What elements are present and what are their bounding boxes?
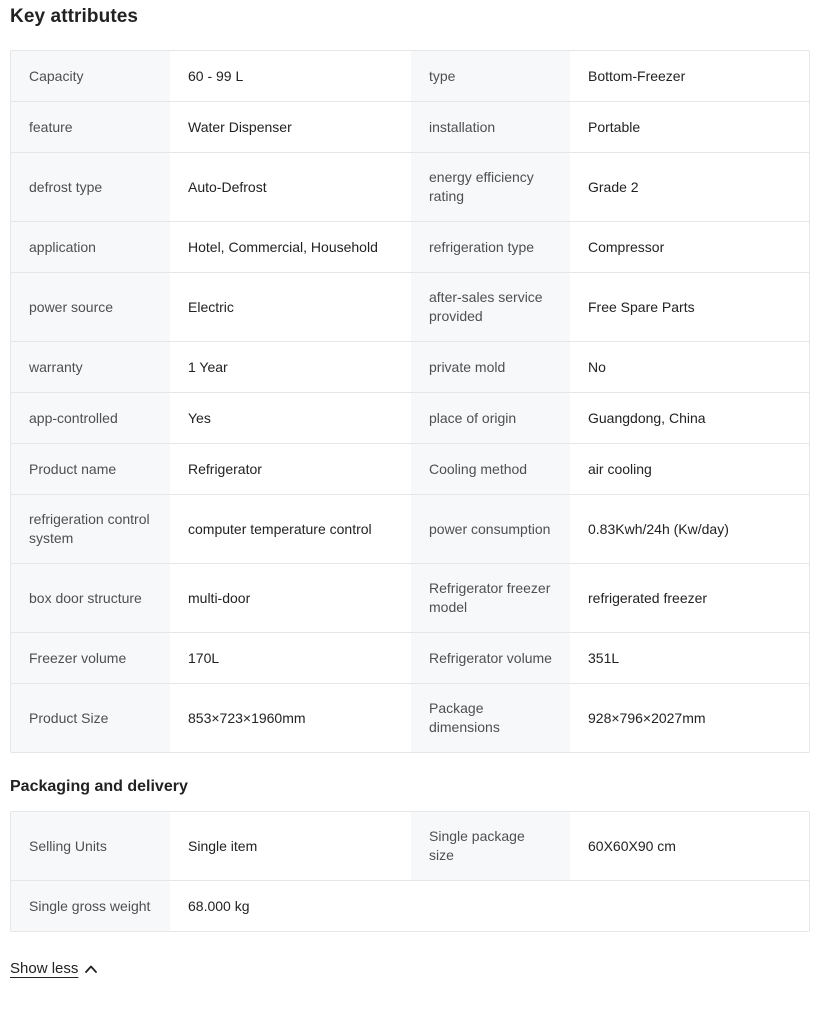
attribute-label: installation bbox=[411, 102, 570, 152]
attribute-label: Package dimensions bbox=[411, 684, 570, 752]
attribute-value: Water Dispenser bbox=[170, 102, 411, 152]
key-attributes-title: Key attributes bbox=[10, 6, 139, 27]
attribute-label: power source bbox=[11, 273, 170, 341]
attribute-value: 68.000 kg bbox=[170, 881, 411, 931]
attribute-value: Yes bbox=[170, 393, 411, 443]
attribute-value: 60 - 99 L bbox=[170, 51, 411, 101]
attribute-value: Grade 2 bbox=[570, 153, 809, 221]
attribute-value: 60X60X90 cm bbox=[570, 812, 809, 880]
attribute-label: Freezer volume bbox=[11, 633, 170, 683]
attribute-label: type bbox=[411, 51, 570, 101]
show-less-label: Show less bbox=[10, 960, 79, 977]
attribute-value: 170L bbox=[170, 633, 411, 683]
attribute-value: refrigerated freezer bbox=[570, 564, 809, 632]
show-less-button[interactable] bbox=[10, 960, 97, 979]
attribute-value: No bbox=[570, 342, 809, 392]
attribute-value: multi-door bbox=[170, 564, 411, 632]
table-row bbox=[11, 341, 809, 392]
attribute-label: refrigeration control system bbox=[11, 495, 170, 563]
attribute-label: Product Size bbox=[11, 684, 170, 752]
table-row bbox=[11, 152, 809, 221]
table-row bbox=[11, 51, 809, 101]
attribute-label bbox=[411, 881, 570, 931]
table-row bbox=[11, 880, 809, 931]
table-row bbox=[11, 683, 809, 752]
attribute-label: Selling Units bbox=[11, 812, 170, 880]
attribute-value: 351L bbox=[570, 633, 809, 683]
attribute-label: energy efficiency rating bbox=[411, 153, 570, 221]
attribute-label: feature bbox=[11, 102, 170, 152]
attribute-label: Cooling method bbox=[411, 444, 570, 494]
attribute-label: application bbox=[11, 222, 170, 272]
attribute-label: private mold bbox=[411, 342, 570, 392]
table-row bbox=[11, 272, 809, 341]
attribute-value: Electric bbox=[170, 273, 411, 341]
attribute-value: 928×796×2027mm bbox=[570, 684, 809, 752]
attribute-label: Refrigerator freezer model bbox=[411, 564, 570, 632]
attribute-value: Refrigerator bbox=[170, 444, 411, 494]
attribute-value: Auto-Defrost bbox=[170, 153, 411, 221]
attribute-value: air cooling bbox=[570, 444, 809, 494]
attribute-value: Free Spare Parts bbox=[570, 273, 809, 341]
attribute-value: Single item bbox=[170, 812, 411, 880]
table-row bbox=[11, 494, 809, 563]
attribute-value: Bottom-Freezer bbox=[570, 51, 809, 101]
attribute-label: box door structure bbox=[11, 564, 170, 632]
attribute-value: Portable bbox=[570, 102, 809, 152]
attribute-label: after-sales service provided bbox=[411, 273, 570, 341]
attribute-label: warranty bbox=[11, 342, 170, 392]
attribute-label: defrost type bbox=[11, 153, 170, 221]
attribute-value: Guangdong, China bbox=[570, 393, 809, 443]
table-row bbox=[11, 443, 809, 494]
attribute-value: Hotel, Commercial, Household bbox=[170, 222, 411, 272]
attribute-label: Single gross weight bbox=[11, 881, 170, 931]
attribute-label: Refrigerator volume bbox=[411, 633, 570, 683]
attribute-label: refrigeration type bbox=[411, 222, 570, 272]
table-row bbox=[11, 101, 809, 152]
attribute-value: 853×723×1960mm bbox=[170, 684, 411, 752]
attribute-label: Product name bbox=[11, 444, 170, 494]
packaging-table bbox=[10, 811, 810, 932]
chevron-up-icon bbox=[85, 960, 97, 977]
attribute-value: 0.83Kwh/24h (Kw/day) bbox=[570, 495, 809, 563]
attribute-label: app-controlled bbox=[11, 393, 170, 443]
key-attributes-table bbox=[10, 50, 810, 753]
attribute-label: power consumption bbox=[411, 495, 570, 563]
attribute-label: place of origin bbox=[411, 393, 570, 443]
attribute-label: Single package size bbox=[411, 812, 570, 880]
table-row bbox=[11, 632, 809, 683]
attribute-value: 1 Year bbox=[170, 342, 411, 392]
attribute-value: computer temperature control bbox=[170, 495, 411, 563]
attribute-value bbox=[570, 881, 809, 931]
attribute-value: Compressor bbox=[570, 222, 809, 272]
table-row bbox=[11, 563, 809, 632]
table-row bbox=[11, 392, 809, 443]
attribute-label: Capacity bbox=[11, 51, 170, 101]
packaging-and-delivery-title: Packaging and delivery bbox=[10, 778, 188, 795]
table-row bbox=[11, 812, 809, 880]
table-row bbox=[11, 221, 809, 272]
